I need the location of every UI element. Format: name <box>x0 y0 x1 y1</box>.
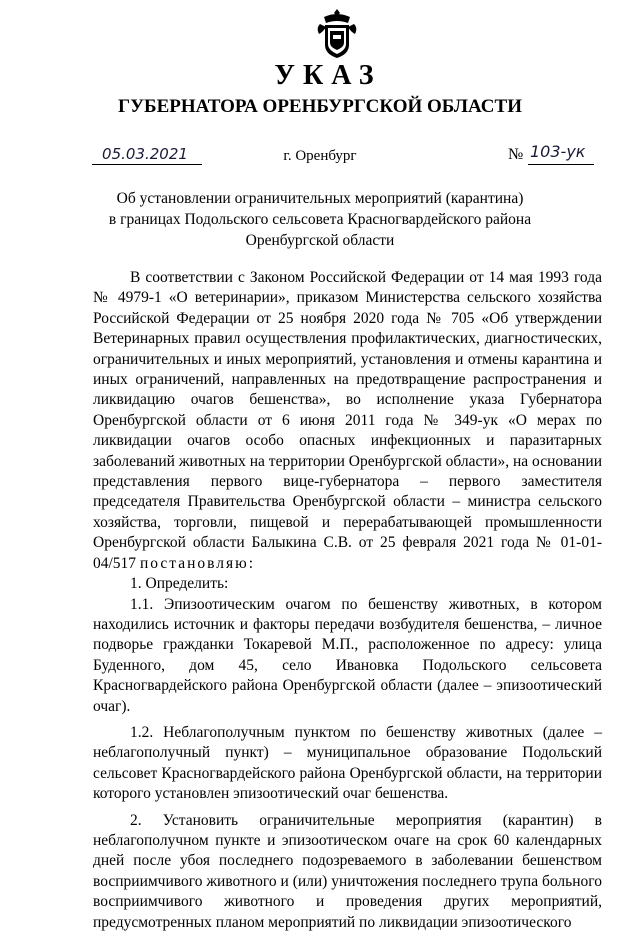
number-underline <box>528 164 594 165</box>
document-type: УКАЗ <box>274 60 382 91</box>
preamble-paragraph <box>93 268 602 574</box>
title-line: в границах Подольского сельсовета Красногвардейского района <box>108 211 532 228</box>
document-number: 103-ук <box>530 142 586 161</box>
preamble-text: В соответствии с Законом Российской Федерации от 14 мая 1993 года № 4979-1 «О ветеринарии», приказом Министерства сельского хозяйства Российской Федерации от 25 ноября 2020 года № 705 «Об утверждении Ветеринарных правил осуществления профилактических, диагностических, ограничительных и иных мероприятий, установления и отмены карантина и иных ограничений, направленных на предотвращение распространения и ликвидацию очагов бешенства», во исполнение указа Губернатора Оренбургской области от 6 июня 2011 года № 349-ук «О мерах по ликвидации очагов особо опасных инфекционных и паразитарных заболеваний животных на территории Оренбургской области», на основании представления первого вице-губернатора – первого заместителя председателя Правительства Оренбургской области – министра сельского хозяйства, торговли, пищевой и перерабатывающей промышленности Оренбургской области Балыкина С.В. от 25 февраля 2021 года № 01-01-04/517 <box>93 269 602 572</box>
paragraph-1-1: 1.1. Эпизоотическим очагом по бешенству животных, в котором находились источник и факторы передачи возбудителя бешенства, – личное подворье гражданки Токаревой М.П., расположенное по адресу: улица Буденного, дом 45, село Ивановка Подольского сельсовета Красногвардейского района Оренбургской области (далее – эпизоотический очаг). <box>93 595 602 715</box>
document-date: 05.03.2021 <box>102 145 188 163</box>
document-body <box>93 268 602 933</box>
document-title <box>0 188 640 251</box>
document-author: ГУБЕРНАТОРА ОРЕНБУРГСКОЙ ОБЛАСТИ <box>118 96 522 117</box>
title-line: Об установлении ограничительных мероприятий (карантина) <box>116 190 524 207</box>
title-line: Оренбургской области <box>245 232 395 249</box>
coat-of-arms-emblem <box>316 8 358 60</box>
number-label: № <box>508 146 524 163</box>
paragraph-2: 2. Установить ограничительные мероприятия (карантин) в неблагополучном пункте и эпизоотическом очаге на срок 60 календарных дней после убоя последнего подозреваемого в заболевании бешенством восприимчивого животного и (или) уничтожения последнего трупа больного восприимчивого животного и проведения других мероприятий, предусмотренных планом мероприятий по ликвидации эпизоотического <box>93 811 602 931</box>
document-city: г. Оренбург <box>283 148 357 164</box>
paragraph-1: 1. Определить: <box>130 575 229 593</box>
paragraph-1-2: 1.2. Неблагополучным пунктом по бешенству животных (далее – неблагополучный пункт) – муниципальное образование Подольский сельсовет Красногвардейского района Оренбургской области, на территории которого установлен эпизоотический очаг бешенства. <box>93 723 602 803</box>
decree-word: постановляю: <box>139 554 255 572</box>
